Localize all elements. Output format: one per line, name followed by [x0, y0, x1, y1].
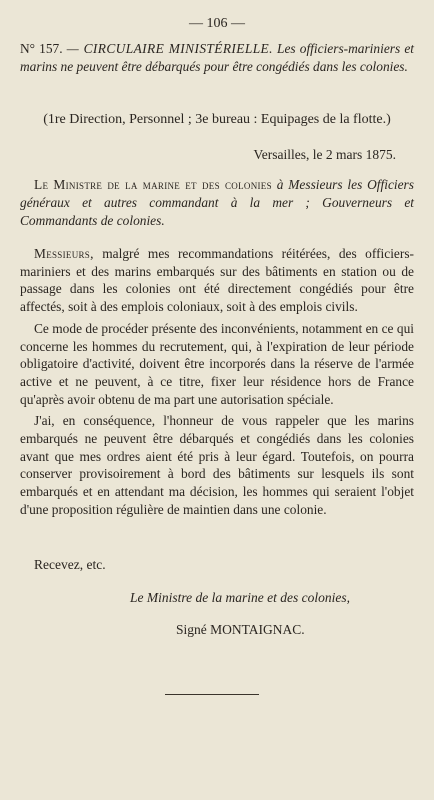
recipients: à Messieurs les Officiers généraux et autres commandant à la mer ; Gouverneurs et Commandants de colonies. [20, 177, 414, 228]
signature-role: Le Ministre de la marine et des colonies, [130, 590, 350, 605]
closing: Recevez, etc. [34, 557, 106, 572]
sender: Le Ministre de la marine et des colonies [34, 177, 272, 192]
end-rule [165, 694, 259, 695]
paragraph-1 [20, 245, 414, 316]
address-block [20, 176, 414, 230]
circular-title: — CIRCULAIRE MINISTÉRIELLE. [66, 41, 273, 56]
paragraph-2: Ce mode de procéder présente des inconvénients, notamment en ce qui concerne les hommes du recrutement, qui, à l'expiration de leur période obligatoire d'activité, doivent être incorporés dans la réserve de l'armée active et ne peuvent, à ce titre, fixer leur résidence hors de France qu'après avoir obtenu de ma part une autorisation spéciale. [20, 320, 414, 407]
dateline: Versailles, le 2 mars 1875. [253, 147, 396, 162]
circular-heading [20, 40, 414, 76]
letter-body [20, 245, 414, 523]
signature-name: Signé MONTAIGNAC. [176, 622, 305, 637]
circular-number: N° 157. [20, 41, 63, 56]
circular-subject: Les officiers-mariniers et marins ne peuvent être débarqués pour être congédiés dans les colonies. [20, 41, 414, 74]
direction-line: (1re Direction, Personnel ; 3e bureau : Equipages de la flotte.) [43, 112, 391, 127]
salutation: Messieurs, [34, 246, 94, 261]
paragraph-3: J'ai, en conséquence, l'honneur de vous rappeler que les marins embarqués ne peuvent être débarqués et congédiés dans les colonies avant que mes ordres aient été pris à leur égard. Toutefois, on pourra conserver provisoirement à bord des bâtiments sur lesquels ils sont embarqués et en attendant ma décision, les hommes qui seraient l'objet d'une proposition régulière de maintien dans une colonie. [20, 413, 414, 517]
paragraph-1-text: malgré mes recommandations réitérées, des officiers-mariniers et des marins embarqués sur des bâtiments en station ou de passage dans les colonies ont été directement congédiés pour être affectés, soit à des emplois coloniaux, soit à des emplois civils. [20, 246, 414, 315]
page-number: — 106 — [189, 16, 245, 31]
